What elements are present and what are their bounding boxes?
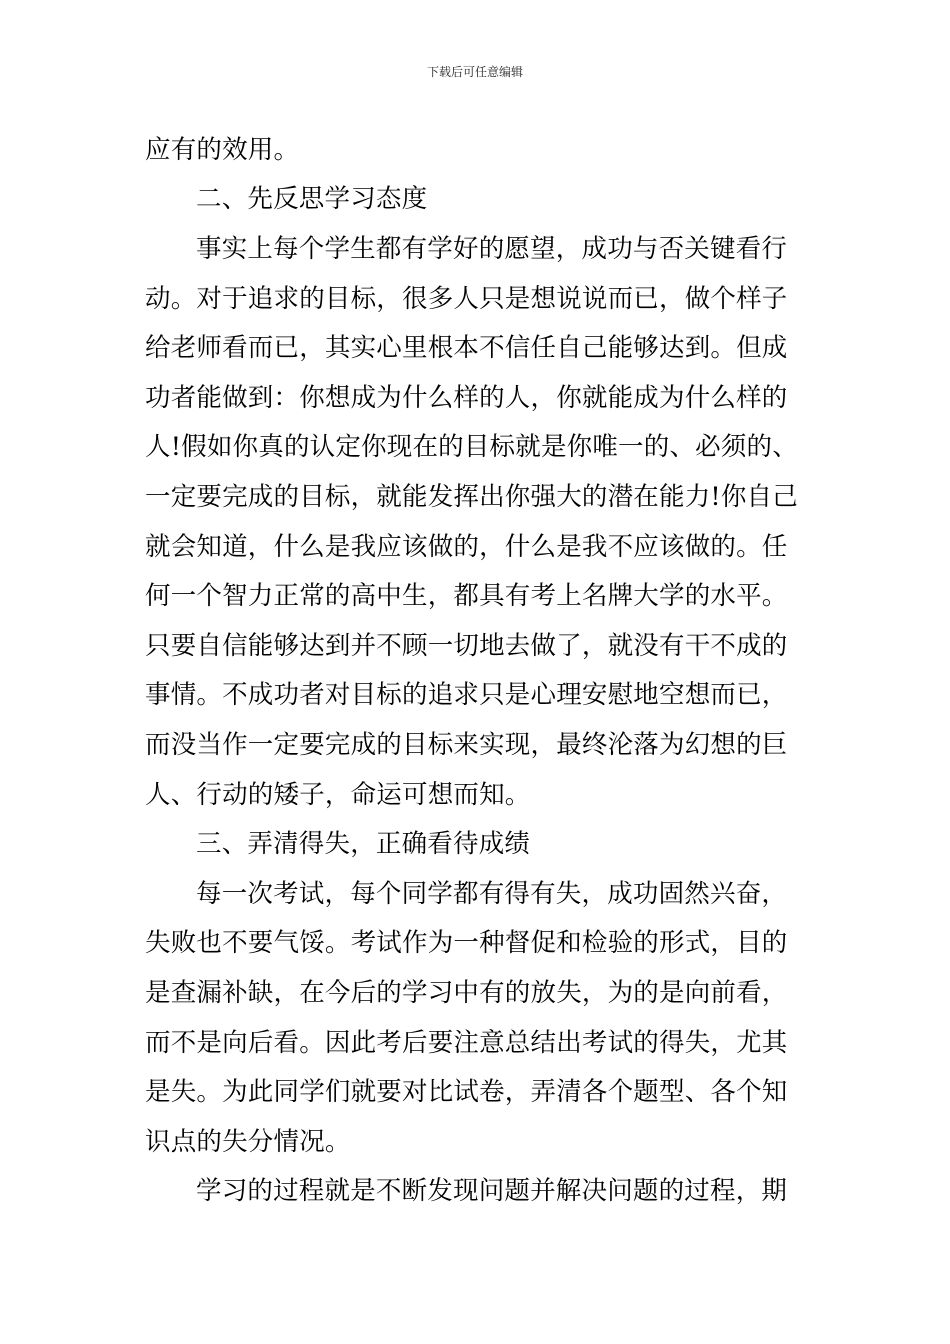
body-line: 人!假如你真的认定你现在的目标就是你唯一的、必须的、 xyxy=(145,432,798,462)
body-line: 每一次考试，每个同学都有得有失，成功固然兴奋， xyxy=(196,879,788,909)
body-line: 一定要完成的目标，就能发挥出你强大的潜在能力!你自己 xyxy=(145,482,798,512)
body-line: 识点的失分情况。 xyxy=(145,1127,351,1157)
body-line: 事实上每个学生都有学好的愿望，成功与否关键看行 xyxy=(196,234,788,264)
body-line: 失败也不要气馁。考试作为一种督促和检验的形式，目的 xyxy=(145,928,788,958)
body-line: 功者能做到：你想成为什么样的人，你就能成为什么样的 xyxy=(145,383,788,413)
body-line: 只要自信能够达到并不顾一切地去做了，就没有干不成的 xyxy=(145,631,788,661)
body-line: 是查漏补缺，在今后的学习中有的放失，为的是向前看， xyxy=(145,978,788,1008)
body-line: 给老师看而已，其实心里根本不信任自己能够达到。但成 xyxy=(145,333,788,363)
body-line: 学习的过程就是不断发现问题并解决问题的过程，期 xyxy=(196,1176,788,1206)
body-line: 是失。为此同学们就要对比试卷，弄清各个题型、各个知 xyxy=(145,1077,788,1107)
body-line: 应有的效用。 xyxy=(145,135,300,165)
body-line: 人、行动的矮子，命运可想而知。 xyxy=(145,780,531,810)
body-line: 动。对于追求的目标，很多人只是想说说而已，做个样子 xyxy=(145,284,788,314)
section-heading: 二、先反思学习态度 xyxy=(196,184,428,214)
body-line: 而没当作一定要完成的目标来实现，最终沦落为幻想的巨 xyxy=(145,730,788,760)
body-line: 事情。不成功者对目标的追求只是心理安慰地空想而已， xyxy=(145,680,788,710)
body-line: 而不是向后看。因此考后要注意总结出考试的得失，尤其 xyxy=(145,1028,788,1058)
page-header: 下载后可任意编辑 xyxy=(426,65,523,79)
body-line: 何一个智力正常的高中生，都具有考上名牌大学的水平。 xyxy=(145,581,788,611)
body-line: 就会知道，什么是我应该做的，什么是我不应该做的。任 xyxy=(145,532,788,562)
section-heading: 三、弄清得失，正确看待成绩 xyxy=(196,829,531,859)
